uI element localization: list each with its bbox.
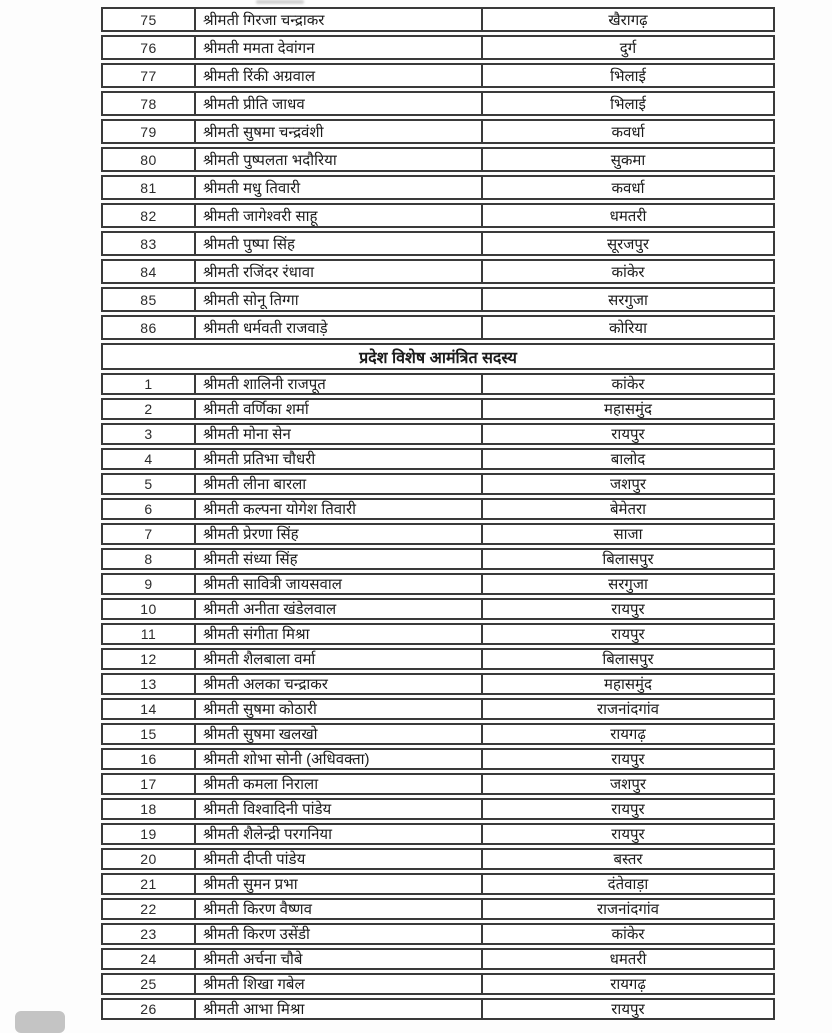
place-cell: रायपुर bbox=[611, 426, 645, 443]
serial-cell: 15 bbox=[103, 725, 196, 743]
serial-cell: 10 bbox=[103, 600, 196, 618]
serial-cell: 16 bbox=[103, 750, 196, 768]
place-cell: बालोद bbox=[610, 451, 646, 468]
table-row bbox=[101, 973, 775, 995]
table-row bbox=[101, 498, 775, 520]
name-cell: श्रीमती कल्पना योगेश तिवारी bbox=[196, 500, 483, 518]
serial-cell: 14 bbox=[103, 700, 196, 718]
name-cell: श्रीमती शिखा गबेल bbox=[196, 975, 483, 993]
name-cell: श्रीमती सुषमा खलखो bbox=[196, 725, 483, 743]
place-cell: महासमुंद bbox=[604, 401, 652, 418]
table-row bbox=[101, 873, 775, 895]
table-row bbox=[101, 119, 775, 144]
serial-cell: 82 bbox=[103, 205, 196, 226]
place-cell: राजनांदगांव bbox=[597, 701, 659, 718]
serial-cell: 6 bbox=[103, 500, 196, 518]
table-row bbox=[101, 773, 775, 795]
table-row bbox=[101, 63, 775, 88]
place-cell: राजनांदगांव bbox=[597, 901, 659, 918]
table-row bbox=[101, 373, 775, 395]
name-cell: श्रीमती अनीता खंडेलवाल bbox=[196, 600, 483, 618]
place-cell: कवर्धा bbox=[611, 179, 645, 197]
table-row bbox=[101, 91, 775, 116]
table-row bbox=[101, 998, 775, 1020]
name-cell: श्रीमती प्रीति जाधव bbox=[196, 93, 483, 114]
serial-cell: 84 bbox=[103, 261, 196, 282]
serial-cell: 23 bbox=[103, 925, 196, 943]
name-cell: श्रीमती कमला निराला bbox=[196, 775, 483, 793]
table-row bbox=[101, 259, 775, 284]
place-cell: कोरिया bbox=[608, 319, 647, 337]
table-row bbox=[101, 698, 775, 720]
serial-cell: 22 bbox=[103, 900, 196, 918]
table-row bbox=[101, 548, 775, 570]
serial-cell: 5 bbox=[103, 475, 196, 493]
name-cell: श्रीमती प्रतिभा चौधरी bbox=[196, 450, 483, 468]
place-cell: खैरागढ़ bbox=[608, 11, 648, 29]
name-cell: श्रीमती सुषमा कोठारी bbox=[196, 700, 483, 718]
place-cell: रायपुर bbox=[611, 826, 645, 843]
place-cell: रायपुर bbox=[611, 601, 645, 618]
table-row bbox=[101, 7, 775, 32]
name-cell: श्रीमती संध्या सिंह bbox=[196, 550, 483, 568]
serial-cell: 75 bbox=[103, 9, 196, 30]
table-row bbox=[101, 948, 775, 970]
name-cell: श्रीमती अर्चना चौबे bbox=[196, 950, 483, 968]
name-cell: श्रीमती शालिनी राजपूत bbox=[196, 375, 483, 393]
serial-cell: 83 bbox=[103, 233, 196, 254]
serial-cell: 86 bbox=[103, 317, 196, 338]
bottom-overlay-tab[interactable] bbox=[15, 1011, 65, 1033]
place-cell: दंतेवाड़ा bbox=[607, 876, 649, 893]
place-cell: भिलाई bbox=[610, 67, 646, 85]
name-cell: श्रीमती मोना सेन bbox=[196, 425, 483, 443]
place-cell: सरगुजा bbox=[608, 291, 648, 309]
table-row bbox=[101, 798, 775, 820]
serial-cell: 11 bbox=[103, 625, 196, 643]
name-cell: श्रीमती शैलबाला वर्मा bbox=[196, 650, 483, 668]
name-cell: श्रीमती सोनू तिग्गा bbox=[196, 289, 483, 310]
table-row bbox=[101, 175, 775, 200]
members-table bbox=[101, 7, 775, 1020]
table-row bbox=[101, 315, 775, 340]
name-cell: श्रीमती ममता देवांगन bbox=[196, 37, 483, 58]
name-cell: श्रीमती वर्णिका शर्मा bbox=[196, 400, 483, 418]
name-cell: श्रीमती सुषमा चन्द्रवंशी bbox=[196, 121, 483, 142]
place-cell: दुर्ग bbox=[619, 39, 637, 57]
name-cell: श्रीमती गिरजा चन्द्राकर bbox=[196, 9, 483, 30]
place-cell: रायपुर bbox=[611, 801, 645, 818]
place-cell: कांकेर bbox=[611, 376, 645, 393]
serial-cell: 13 bbox=[103, 675, 196, 693]
name-cell: श्रीमती रजिंदर रंधावा bbox=[196, 261, 483, 282]
table-row bbox=[101, 823, 775, 845]
place-cell: सूरजपुर bbox=[606, 235, 650, 253]
name-cell: श्रीमती धर्मवती राजवाड़े bbox=[196, 317, 483, 338]
name-cell: श्रीमती लीना बारला bbox=[196, 475, 483, 493]
name-cell: श्रीमती प्रेरणा सिंह bbox=[196, 525, 483, 543]
serial-cell: 8 bbox=[103, 550, 196, 568]
name-cell: श्रीमती पुष्पा सिंह bbox=[196, 233, 483, 254]
serial-cell: 12 bbox=[103, 650, 196, 668]
name-cell: श्रीमती शोभा सोनी (अधिवक्ता) bbox=[196, 750, 483, 768]
name-cell: श्रीमती अलका चन्द्राकर bbox=[196, 675, 483, 693]
place-cell: रायपुर bbox=[611, 626, 645, 643]
table-row bbox=[101, 923, 775, 945]
table-row bbox=[101, 898, 775, 920]
place-cell: कवर्धा bbox=[611, 123, 645, 141]
name-cell: श्रीमती दीप्ती पांडेय bbox=[196, 850, 483, 868]
serial-cell: 17 bbox=[103, 775, 196, 793]
place-cell: भिलाई bbox=[610, 95, 646, 113]
table-row bbox=[101, 648, 775, 670]
serial-cell: 2 bbox=[103, 400, 196, 418]
table-row bbox=[101, 147, 775, 172]
serial-cell: 78 bbox=[103, 93, 196, 114]
name-cell: श्रीमती किरण वैष्णव bbox=[196, 900, 483, 918]
place-cell: कांकेर bbox=[611, 926, 645, 943]
serial-cell: 76 bbox=[103, 37, 196, 58]
table-row bbox=[101, 723, 775, 745]
place-cell: सरगुजा bbox=[608, 576, 648, 593]
serial-cell: 24 bbox=[103, 950, 196, 968]
place-cell: साजा bbox=[613, 526, 643, 543]
table-row bbox=[101, 448, 775, 470]
serial-cell: 26 bbox=[103, 1000, 196, 1018]
table-row bbox=[101, 35, 775, 60]
table-row bbox=[101, 523, 775, 545]
name-cell: श्रीमती मधु तिवारी bbox=[196, 177, 483, 198]
serial-cell: 21 bbox=[103, 875, 196, 893]
name-cell: श्रीमती सावित्री जायसवाल bbox=[196, 575, 483, 593]
table-row bbox=[101, 231, 775, 256]
table-row bbox=[101, 423, 775, 445]
serial-cell: 81 bbox=[103, 177, 196, 198]
serial-cell: 18 bbox=[103, 800, 196, 818]
table-row bbox=[101, 287, 775, 312]
place-cell: रायपुर bbox=[611, 751, 645, 768]
table-row bbox=[101, 598, 775, 620]
place-cell: जशपुर bbox=[610, 476, 646, 493]
table-row bbox=[101, 673, 775, 695]
serial-cell: 85 bbox=[103, 289, 196, 310]
place-cell: महासमुंद bbox=[604, 676, 652, 693]
name-cell: श्रीमती आभा मिश्रा bbox=[196, 1000, 483, 1018]
place-cell: रायगढ़ bbox=[610, 726, 646, 743]
serial-cell: 1 bbox=[103, 375, 196, 393]
place-cell: रायपुर bbox=[611, 1001, 645, 1018]
table-row bbox=[101, 398, 775, 420]
place-cell: बिलासपुर bbox=[602, 551, 654, 568]
place-cell: धमतरी bbox=[609, 951, 647, 968]
serial-cell: 77 bbox=[103, 65, 196, 86]
table-row bbox=[101, 473, 775, 495]
place-cell: कांकेर bbox=[611, 263, 645, 281]
section-header-title: प्रदेश विशेष आमंत्रित सदस्य bbox=[359, 349, 517, 367]
name-cell: श्रीमती शैलेन्द्री परगनिया bbox=[196, 825, 483, 843]
name-cell: श्रीमती किरण उसेंडी bbox=[196, 925, 483, 943]
members-section-2 bbox=[101, 373, 775, 1020]
section-header-row bbox=[101, 343, 775, 370]
table-row bbox=[101, 573, 775, 595]
serial-cell: 4 bbox=[103, 450, 196, 468]
name-cell: श्रीमती संगीता मिश्रा bbox=[196, 625, 483, 643]
serial-cell: 19 bbox=[103, 825, 196, 843]
place-cell: धमतरी bbox=[609, 207, 647, 225]
table-row bbox=[101, 748, 775, 770]
place-cell: बिलासपुर bbox=[602, 651, 654, 668]
serial-cell: 80 bbox=[103, 149, 196, 170]
serial-cell: 25 bbox=[103, 975, 196, 993]
members-section-1 bbox=[101, 7, 775, 340]
serial-cell: 79 bbox=[103, 121, 196, 142]
name-cell: श्रीमती सुमन प्रभा bbox=[196, 875, 483, 893]
name-cell: श्रीमती जागेश्वरी साहू bbox=[196, 205, 483, 226]
serial-cell: 9 bbox=[103, 575, 196, 593]
serial-cell: 20 bbox=[103, 850, 196, 868]
table-row bbox=[101, 623, 775, 645]
place-cell: बेमेतरा bbox=[609, 501, 647, 518]
name-cell: श्रीमती पुष्पलता भदौरिया bbox=[196, 149, 483, 170]
serial-cell: 3 bbox=[103, 425, 196, 443]
place-cell: रायगढ़ bbox=[610, 976, 646, 993]
name-cell: श्रीमती रिंकी अग्रवाल bbox=[196, 65, 483, 86]
scan-artifact bbox=[256, 0, 304, 4]
name-cell: श्रीमती विश्वादिनी पांडेय bbox=[196, 800, 483, 818]
place-cell: सुकमा bbox=[610, 151, 646, 169]
serial-cell: 7 bbox=[103, 525, 196, 543]
place-cell: बस्तर bbox=[613, 851, 643, 868]
place-cell: जशपुर bbox=[610, 776, 646, 793]
table-row bbox=[101, 203, 775, 228]
table-row bbox=[101, 848, 775, 870]
